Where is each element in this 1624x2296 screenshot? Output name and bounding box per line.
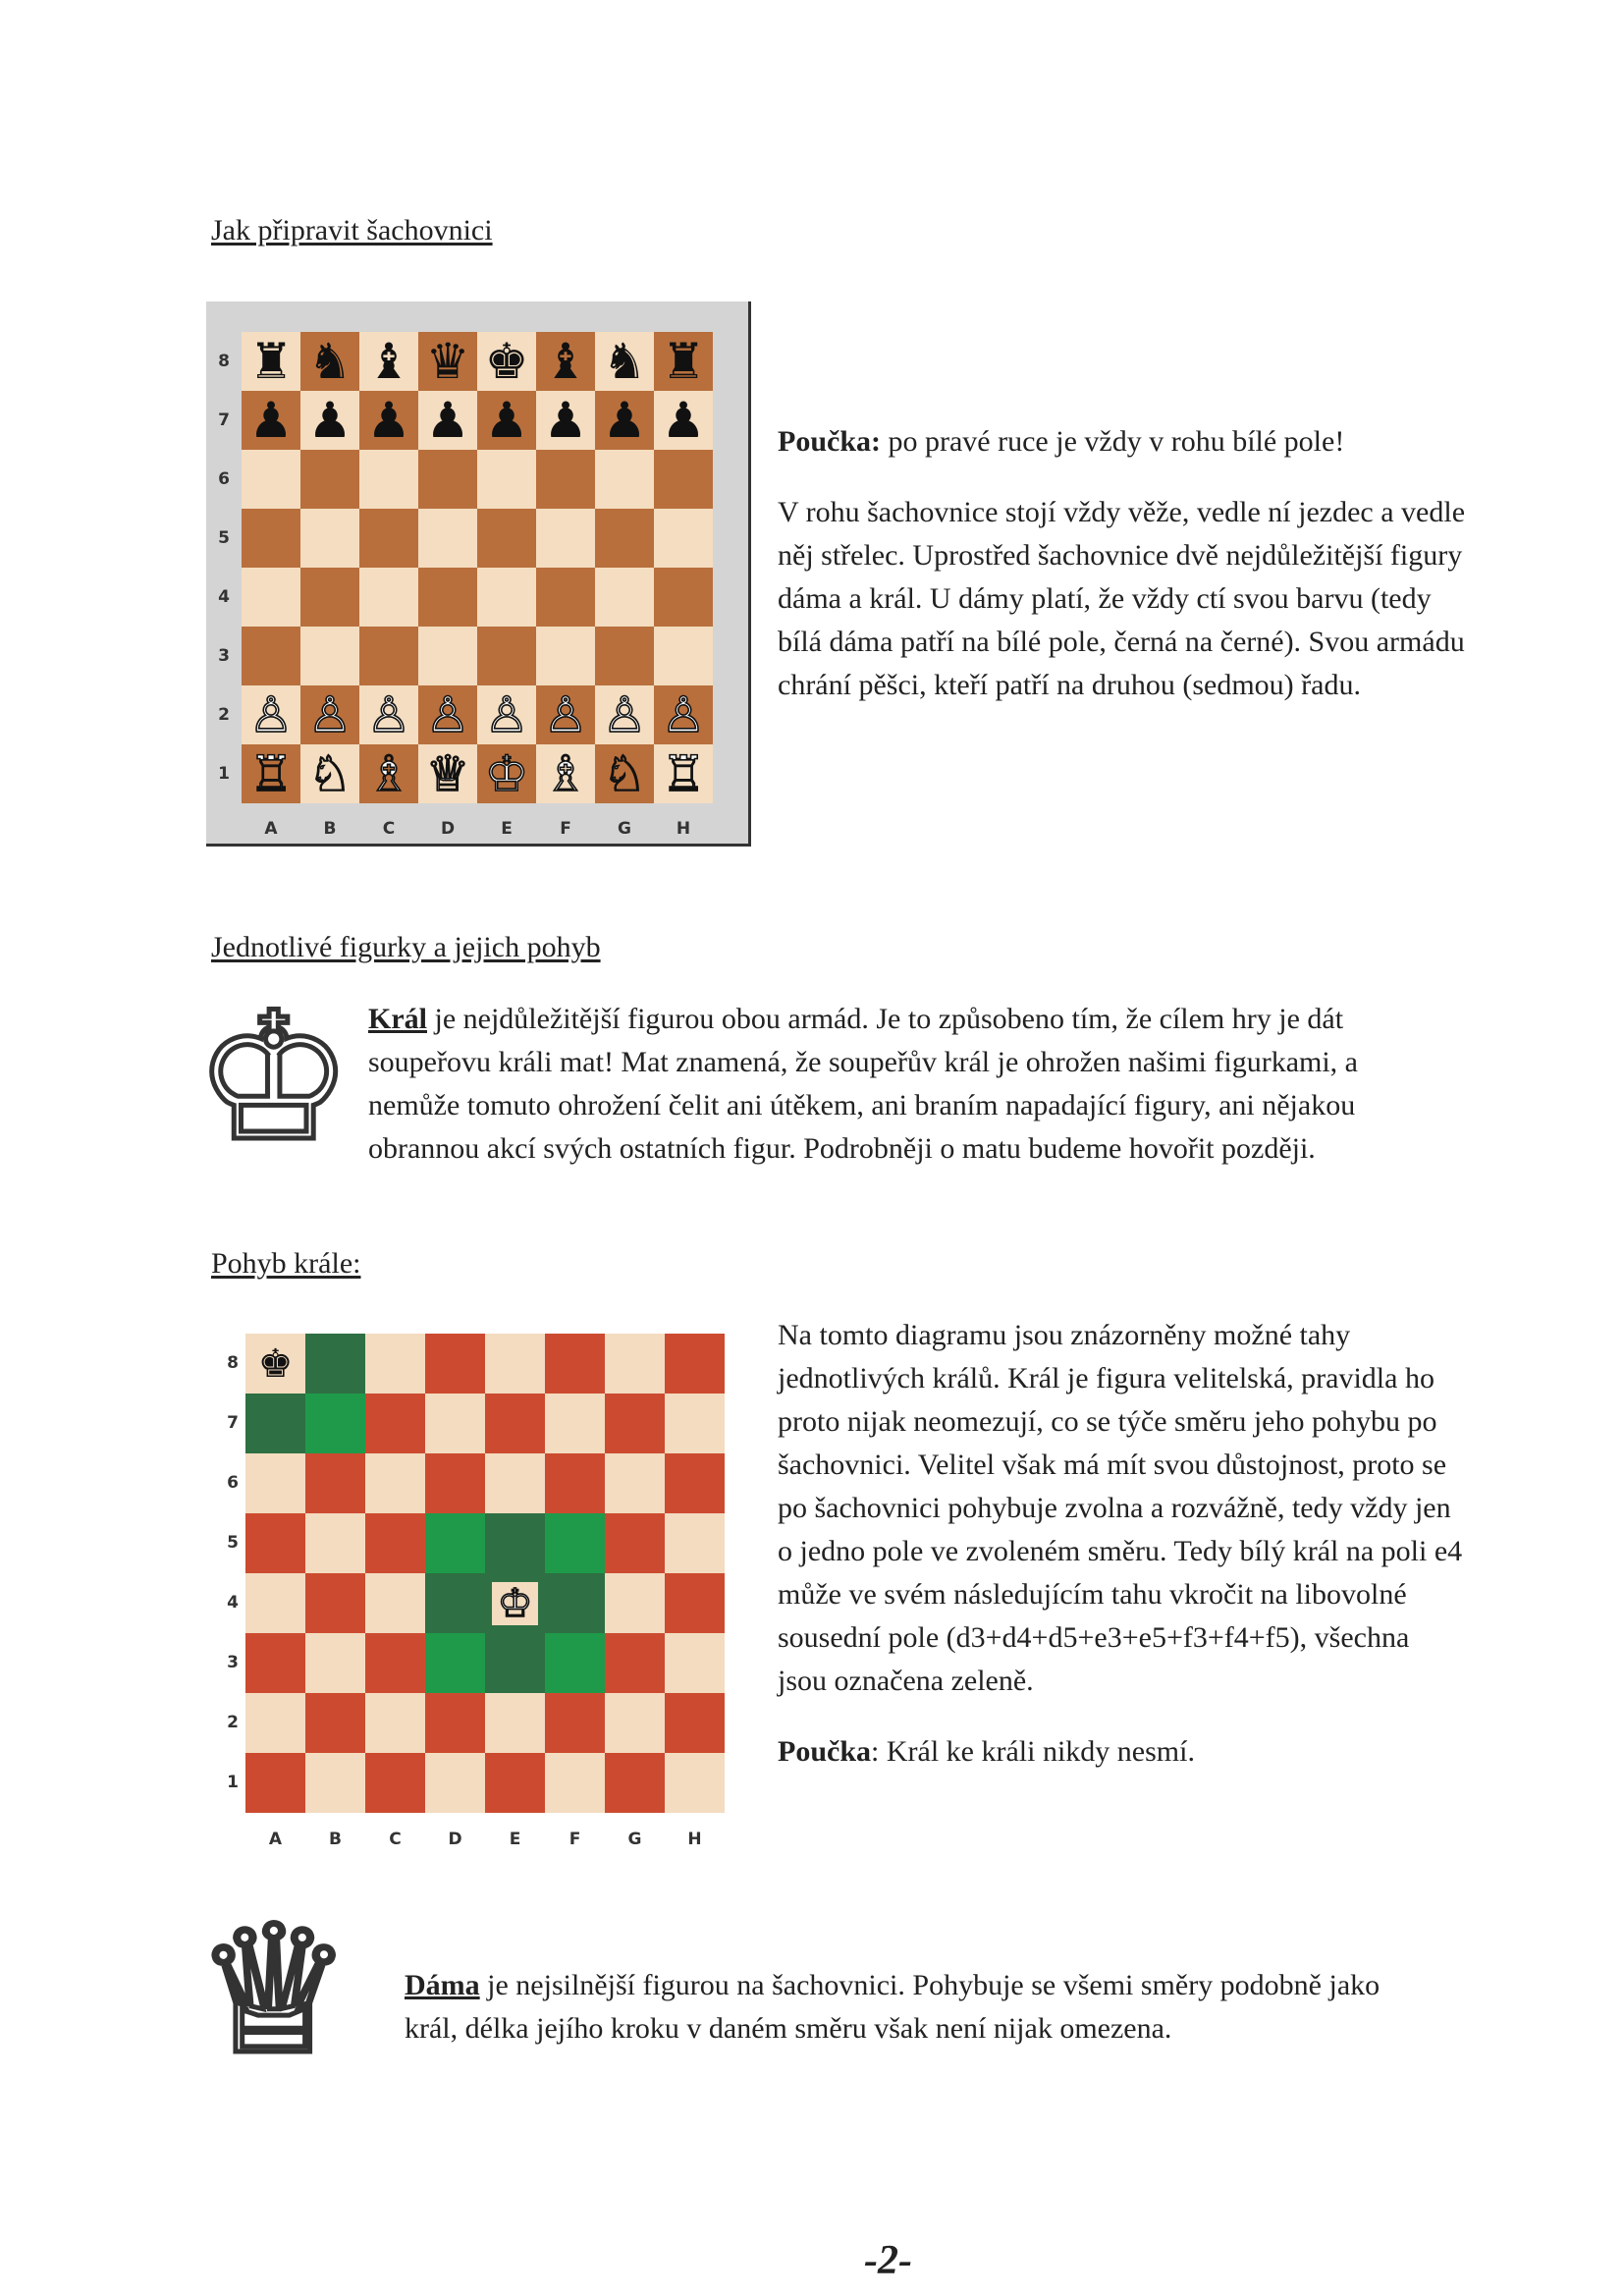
square-g3 xyxy=(605,1633,665,1693)
square-f2 xyxy=(536,685,595,744)
chess-piece: ♝ xyxy=(543,333,588,390)
starting-position-chessboard xyxy=(242,332,713,803)
square-g5 xyxy=(605,1513,665,1573)
chess-piece: ♗ xyxy=(366,745,411,802)
chess-piece: ♙ xyxy=(366,686,411,743)
square-d8 xyxy=(425,1334,485,1394)
rank-label: 2 xyxy=(218,705,230,725)
square-a8 xyxy=(242,332,300,391)
king-move-text xyxy=(778,1314,1465,1801)
highlighted-square xyxy=(485,1513,545,1573)
highlighted-square xyxy=(305,1394,365,1453)
square-h7 xyxy=(665,1394,725,1453)
square-b8 xyxy=(300,332,359,391)
square-b1 xyxy=(305,1753,365,1813)
square-a5 xyxy=(242,509,300,568)
square-b5 xyxy=(300,509,359,568)
square-d3 xyxy=(418,627,477,685)
square-g3 xyxy=(595,627,654,685)
square-d6 xyxy=(425,1453,485,1513)
diagram-paragraph: Na tomto diagramu jsou znázorněny možné tahy jednotlivých králů. Král je figura velitelská, pravidla ho proto nijak neomezují, co se týče směru jeho pohybu po šachovnici. Velitel však má mít svou důstojnost, proto se po šachovnici pohybuje zvolna a rozvážně, tedy vždy jen o jedno pole ve zvoleném směru. Tedy bílý král na poli e4 může ve svém následujícím tahu vkročit na libovolné sousední pole (d3+d4+d5+e3+e5+f3+f4+f5), všechna jsou označena zeleně. xyxy=(778,1319,1463,1697)
page-number: -2- xyxy=(864,2238,912,2283)
square-e8 xyxy=(477,332,536,391)
chess-piece: ♙ xyxy=(543,686,588,743)
king-word: Král xyxy=(368,1003,427,1035)
chess-piece: ♖ xyxy=(248,745,294,802)
file-label: D xyxy=(440,819,456,839)
square-c2 xyxy=(365,1693,425,1753)
square-e8 xyxy=(485,1334,545,1394)
file-label: D xyxy=(448,1830,462,1849)
king-text: je nejdůležitější figurou obou armád. Je to způsobeno tím, že cílem hry je dát soupeřovu králi mat! Mat znamená, že soupeřův král je ohrožen našimi figurkami, a nemůže tomuto ohrožení čelit ani útěkem, ani braním napadající figury, ani nějakou obrannou akcí svých ostatních figur. Podrobněji o matu budeme hovořit později. xyxy=(368,1003,1358,1165)
file-label: F xyxy=(560,819,571,839)
rank-label: 2 xyxy=(227,1713,239,1732)
rank-label: 8 xyxy=(218,352,230,371)
file-label: E xyxy=(501,819,513,839)
king-moves-diagram xyxy=(245,1334,725,1813)
square-g1 xyxy=(605,1753,665,1813)
square-a3 xyxy=(245,1633,305,1693)
square-g8 xyxy=(595,332,654,391)
rank-label: 1 xyxy=(227,1773,239,1792)
square-a7 xyxy=(242,391,300,450)
square-e7 xyxy=(485,1394,545,1453)
square-b1 xyxy=(300,744,359,803)
chess-piece: ♟ xyxy=(543,392,588,449)
chess-piece: ♘ xyxy=(307,745,352,802)
rule2-text: : Král ke králi nikdy nesmí. xyxy=(871,1735,1195,1768)
rank-label: 3 xyxy=(227,1653,239,1672)
file-label: C xyxy=(389,1830,402,1849)
square-f1 xyxy=(536,744,595,803)
chess-piece: ♟ xyxy=(425,392,470,449)
square-c1 xyxy=(359,744,418,803)
chess-piece: ♗ xyxy=(543,745,588,802)
square-a3 xyxy=(242,627,300,685)
chess-piece: ♟ xyxy=(602,392,647,449)
board-setup-text xyxy=(778,420,1465,735)
square-b7 xyxy=(300,391,359,450)
square-d1 xyxy=(425,1753,485,1813)
chess-piece: ♟ xyxy=(484,392,529,449)
square-c8 xyxy=(359,332,418,391)
square-h1 xyxy=(654,744,713,803)
square-h8 xyxy=(654,332,713,391)
square-d2 xyxy=(425,1693,485,1753)
rank-label: 4 xyxy=(218,587,230,607)
chess-piece: ♞ xyxy=(602,333,647,390)
square-a6 xyxy=(242,450,300,509)
highlighted-square xyxy=(425,1573,485,1633)
square-c7 xyxy=(365,1394,425,1453)
rule-label: Poučka: xyxy=(778,425,881,458)
queen-icon: ♕ xyxy=(194,1888,353,2094)
rank-label: 3 xyxy=(218,646,230,666)
rule2-label: Poučka xyxy=(778,1735,872,1768)
square-h2 xyxy=(654,685,713,744)
square-a1 xyxy=(245,1753,305,1813)
square-h4 xyxy=(665,1573,725,1633)
square-g7 xyxy=(605,1394,665,1453)
square-f5 xyxy=(536,509,595,568)
square-g6 xyxy=(595,450,654,509)
square-h7 xyxy=(654,391,713,450)
white-king-piece: ♔ xyxy=(492,1582,539,1625)
square-c5 xyxy=(359,509,418,568)
square-g5 xyxy=(595,509,654,568)
black-king-piece: ♚ xyxy=(257,1340,294,1387)
highlighted-square xyxy=(425,1633,485,1693)
square-f6 xyxy=(545,1453,605,1513)
setup-paragraph: V rohu šachovnice stojí vždy věže, vedle ní jezdec a vedle něj střelec. Uprostřed šachovnice dvě nejdůležitější figury dáma a král. U dámy platí, že vždy ctí svou barvu (tedy bílá dáma patří na bílé pole, černá na černé). Svou armádu chrání pěšci, kteří patří na druhou (sedmou) řadu. xyxy=(778,496,1466,701)
rank-label: 1 xyxy=(218,764,230,784)
square-h4 xyxy=(654,568,713,627)
rank-label: 6 xyxy=(227,1473,239,1493)
rank-label: 8 xyxy=(227,1353,239,1373)
square-f7 xyxy=(536,391,595,450)
square-a2 xyxy=(242,685,300,744)
square-c2 xyxy=(359,685,418,744)
rank-label: 7 xyxy=(227,1413,239,1433)
square-f1 xyxy=(545,1753,605,1813)
chess-piece: ♖ xyxy=(661,745,706,802)
square-h5 xyxy=(665,1513,725,1573)
square-c7 xyxy=(359,391,418,450)
square-e6 xyxy=(477,450,536,509)
square-h2 xyxy=(665,1693,725,1753)
square-g6 xyxy=(605,1453,665,1513)
square-g1 xyxy=(595,744,654,803)
square-c4 xyxy=(359,568,418,627)
highlighted-square xyxy=(545,1513,605,1573)
square-d6 xyxy=(418,450,477,509)
square-b3 xyxy=(305,1633,365,1693)
king-move-heading: Pohyb krále: xyxy=(211,1247,361,1280)
file-label: F xyxy=(568,1830,581,1849)
square-f8 xyxy=(536,332,595,391)
file-label: B xyxy=(329,1830,342,1849)
square-f8 xyxy=(545,1334,605,1394)
queen-word: Dáma xyxy=(405,1969,480,2001)
rule-text: po pravé ruce je vždy v rohu bílé pole! xyxy=(881,425,1345,458)
highlighted-square xyxy=(425,1513,485,1573)
chess-piece: ♔ xyxy=(484,745,529,802)
chess-piece: ♟ xyxy=(307,392,352,449)
king-description xyxy=(368,998,1438,1171)
highlighted-square xyxy=(545,1573,605,1633)
highlighted-square xyxy=(245,1394,305,1453)
rank-label: 7 xyxy=(218,410,230,430)
chess-piece: ♘ xyxy=(602,745,647,802)
square-e2 xyxy=(477,685,536,744)
file-label: A xyxy=(264,819,278,839)
square-h8 xyxy=(665,1334,725,1394)
square-h6 xyxy=(665,1453,725,1513)
square-b6 xyxy=(305,1453,365,1513)
highlighted-square xyxy=(305,1334,365,1394)
chess-piece: ♕ xyxy=(425,745,470,802)
chess-piece: ♟ xyxy=(366,392,411,449)
rank-label: 5 xyxy=(218,528,230,548)
chess-piece: ♙ xyxy=(307,686,352,743)
square-h3 xyxy=(665,1633,725,1693)
square-d4 xyxy=(418,568,477,627)
square-b4 xyxy=(305,1573,365,1633)
file-label: E xyxy=(509,1830,521,1849)
square-e6 xyxy=(485,1453,545,1513)
square-a4 xyxy=(242,568,300,627)
square-e5 xyxy=(477,509,536,568)
chess-piece: ♝ xyxy=(366,333,411,390)
square-f4 xyxy=(536,568,595,627)
square-c3 xyxy=(359,627,418,685)
chess-piece: ♟ xyxy=(661,392,706,449)
queen-description xyxy=(405,1964,1386,2050)
square-d8 xyxy=(418,332,477,391)
square-e2 xyxy=(485,1693,545,1753)
square-a6 xyxy=(245,1453,305,1513)
chess-piece: ♜ xyxy=(661,333,706,390)
chess-piece: ♙ xyxy=(425,686,470,743)
square-b5 xyxy=(305,1513,365,1573)
square-e7 xyxy=(477,391,536,450)
square-a5 xyxy=(245,1513,305,1573)
file-label: A xyxy=(268,1830,283,1849)
square-c6 xyxy=(359,450,418,509)
square-b6 xyxy=(300,450,359,509)
square-b2 xyxy=(305,1693,365,1753)
square-c6 xyxy=(365,1453,425,1513)
file-label: C xyxy=(382,819,396,839)
square-g4 xyxy=(605,1573,665,1633)
square-g7 xyxy=(595,391,654,450)
chess-piece: ♙ xyxy=(602,686,647,743)
square-b3 xyxy=(300,627,359,685)
file-label: H xyxy=(676,819,691,839)
chess-piece: ♛ xyxy=(425,333,470,390)
rank-label: 6 xyxy=(218,469,230,489)
square-c1 xyxy=(365,1753,425,1813)
file-label: H xyxy=(687,1830,702,1849)
square-a1 xyxy=(242,744,300,803)
square-b2 xyxy=(300,685,359,744)
rank-label: 4 xyxy=(227,1593,239,1613)
square-e4 xyxy=(485,1573,545,1633)
file-label: G xyxy=(618,819,631,839)
chess-piece: ♙ xyxy=(484,686,529,743)
rank-label: 5 xyxy=(227,1533,239,1553)
square-a4 xyxy=(245,1573,305,1633)
square-b4 xyxy=(300,568,359,627)
square-g2 xyxy=(605,1693,665,1753)
square-d1 xyxy=(418,744,477,803)
square-h3 xyxy=(654,627,713,685)
square-g8 xyxy=(605,1334,665,1394)
chess-piece: ♟ xyxy=(248,392,294,449)
section-heading-pieces: Jednotlivé figurky a jejich pohyb xyxy=(211,931,601,963)
square-e1 xyxy=(477,744,536,803)
square-f7 xyxy=(545,1394,605,1453)
square-e4 xyxy=(477,568,536,627)
square-f3 xyxy=(536,627,595,685)
highlighted-square xyxy=(545,1633,605,1693)
square-c8 xyxy=(365,1334,425,1394)
square-d5 xyxy=(418,509,477,568)
square-h1 xyxy=(665,1753,725,1813)
highlighted-square xyxy=(485,1633,545,1693)
square-c5 xyxy=(365,1513,425,1573)
square-d2 xyxy=(418,685,477,744)
file-label: B xyxy=(323,819,337,839)
square-a2 xyxy=(245,1693,305,1753)
square-e3 xyxy=(477,627,536,685)
square-g2 xyxy=(595,685,654,744)
square-f2 xyxy=(545,1693,605,1753)
section-heading-board-setup: Jak připravit šachovnici xyxy=(211,214,493,246)
file-label: G xyxy=(627,1830,642,1849)
queen-text: je nejsilnější figurou na šachovnici. Pohybuje se všemi směry podobně jako král, délka jejího kroku v daném směru však není nijak omezena. xyxy=(405,1969,1380,2045)
square-c3 xyxy=(365,1633,425,1693)
square-h5 xyxy=(654,509,713,568)
square-g4 xyxy=(595,568,654,627)
square-d7 xyxy=(418,391,477,450)
chess-piece: ♚ xyxy=(484,333,529,390)
chess-piece: ♞ xyxy=(307,333,352,390)
chess-piece: ♜ xyxy=(248,333,294,390)
square-e1 xyxy=(485,1753,545,1813)
chess-piece: ♙ xyxy=(661,686,706,743)
square-c4 xyxy=(365,1573,425,1633)
square-a8 xyxy=(245,1334,305,1394)
square-h6 xyxy=(654,450,713,509)
king-icon: ♔ xyxy=(194,975,353,1180)
chess-piece: ♙ xyxy=(248,686,294,743)
square-d7 xyxy=(425,1394,485,1453)
square-f6 xyxy=(536,450,595,509)
